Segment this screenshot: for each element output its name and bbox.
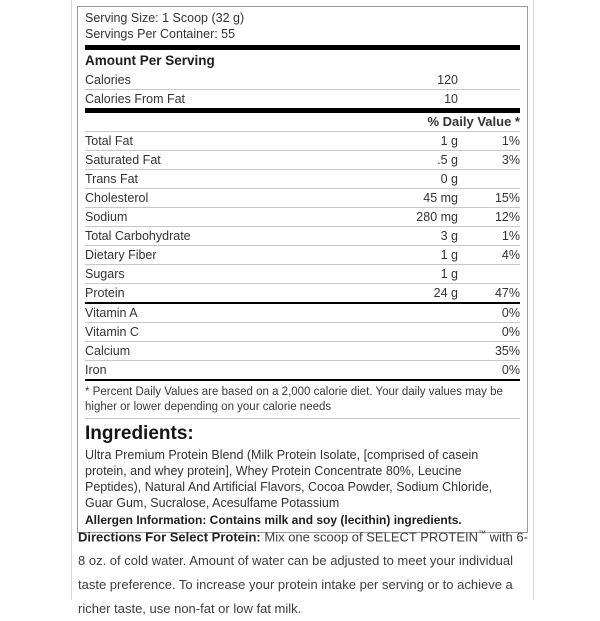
daily-value-footnote: * Percent Daily Values are based on a 2,000 calorie diet. Your daily values may be higher or lower depending on your calorie needs [85, 381, 520, 419]
row-daily-value [458, 90, 520, 109]
ingredients-text: Ultra Premium Protein Blend (Milk Protein Isolate, [comprised of casein protein, and whey protein], Whey Protein Concentrate 80%, Leucine Peptides), Natural And Artificial Flavors, Cocoa Powder, Sodium Chloride, Guar Gum, Sucralose, Acesulfame Potassium [85, 448, 493, 510]
nutrition-facts-panel [77, 6, 528, 533]
table-row [85, 151, 520, 170]
row-daily-value: 35% [458, 342, 520, 361]
row-value: 3 g [366, 227, 458, 246]
row-daily-value: 0% [458, 323, 520, 342]
row-daily-value: 4% [458, 246, 520, 265]
row-daily-value: 15% [458, 189, 520, 208]
directions-label: Directions For Select Protein: [78, 529, 261, 545]
row-value: 10 [444, 92, 458, 106]
row-value [366, 342, 458, 361]
row-daily-value: 3% [458, 151, 520, 170]
table-row [85, 113, 520, 131]
row-value: 45 mg [366, 189, 458, 208]
row-label: Saturated Fat [85, 151, 366, 170]
row-label: Vitamin C [85, 323, 366, 342]
row-daily-value [458, 265, 520, 284]
row-daily-value: 1% [458, 227, 520, 246]
trademark-symbol: ™ [478, 529, 486, 538]
directions-text-before-trademark: Mix one scoop of SELECT PROTEIN [260, 529, 478, 545]
table-row [85, 71, 520, 90]
directions-section [78, 522, 528, 621]
row-label: Vitamin A [85, 304, 366, 323]
row-daily-value: 47% [494, 286, 520, 300]
table-row [85, 132, 520, 151]
row-daily-value [458, 71, 520, 90]
daily-value-header-table [85, 113, 520, 131]
ingredients-heading: Ingredients: [85, 423, 194, 444]
vitamins-table [85, 304, 520, 379]
row-label: Protein [85, 286, 125, 300]
row-daily-value [458, 170, 520, 189]
row-value [366, 361, 458, 380]
row-label: Sodium [85, 208, 366, 227]
row-label: Calcium [85, 342, 366, 361]
table-row [85, 361, 520, 380]
row-label: Sugars [85, 265, 366, 284]
row-label: Cholesterol [85, 189, 366, 208]
page-left-rule [71, 0, 72, 600]
table-row [85, 323, 520, 342]
amount-per-serving-heading: Amount Per Serving [85, 53, 215, 68]
row-value: 280 mg [366, 208, 458, 227]
row-value: 1 g [366, 246, 458, 265]
row-daily-value: 12% [458, 208, 520, 227]
table-row [85, 304, 520, 323]
row-value [366, 323, 458, 342]
table-row [85, 284, 520, 303]
nutrients-table [85, 132, 520, 302]
servings-per-container-text: Servings Per Container: 55 [85, 26, 236, 41]
row-daily-value: 1% [458, 132, 520, 151]
row-value: 120 [366, 71, 458, 90]
row-value [366, 304, 458, 323]
serving-information [85, 7, 520, 45]
row-daily-value: 0% [501, 363, 520, 377]
daily-value-header: % Daily Value * [427, 114, 520, 129]
row-label: Dietary Fiber [85, 246, 366, 265]
directions-text-after-trademark: with 6-8 oz. of cold water. Amount of water can be adjusted to meet your individual taste preference. To increase your protein intake per serving or to achieve a richer taste, use non-fat or low fat milk. [78, 529, 528, 617]
row-label: Calories From Fat [85, 92, 186, 106]
row-daily-value: 0% [458, 304, 520, 323]
table-row [85, 342, 520, 361]
row-value: .5 g [366, 151, 458, 170]
row-label: Iron [85, 363, 107, 377]
serving-size-text: Serving Size: 1 Scoop (32 g) [85, 11, 245, 25]
row-label: Trans Fat [85, 170, 366, 189]
table-row [85, 208, 520, 227]
table-row [85, 246, 520, 265]
table-row [85, 227, 520, 246]
calories-table [85, 71, 520, 108]
row-label: Total Carbohydrate [85, 227, 366, 246]
table-row [85, 170, 520, 189]
allergen-information-text: Allergen Information: Contains milk and soy (lecithin) ingredients. [85, 513, 462, 527]
row-value: 1 g [366, 132, 458, 151]
table-row [85, 189, 520, 208]
row-value: 24 g [433, 286, 458, 300]
row-value: 0 g [366, 170, 458, 189]
row-value: 1 g [366, 265, 458, 284]
row-label: Calories [85, 71, 366, 90]
table-row [85, 90, 520, 109]
row-label: Total Fat [85, 132, 366, 151]
page-right-rule [533, 0, 534, 600]
table-row [85, 265, 520, 284]
